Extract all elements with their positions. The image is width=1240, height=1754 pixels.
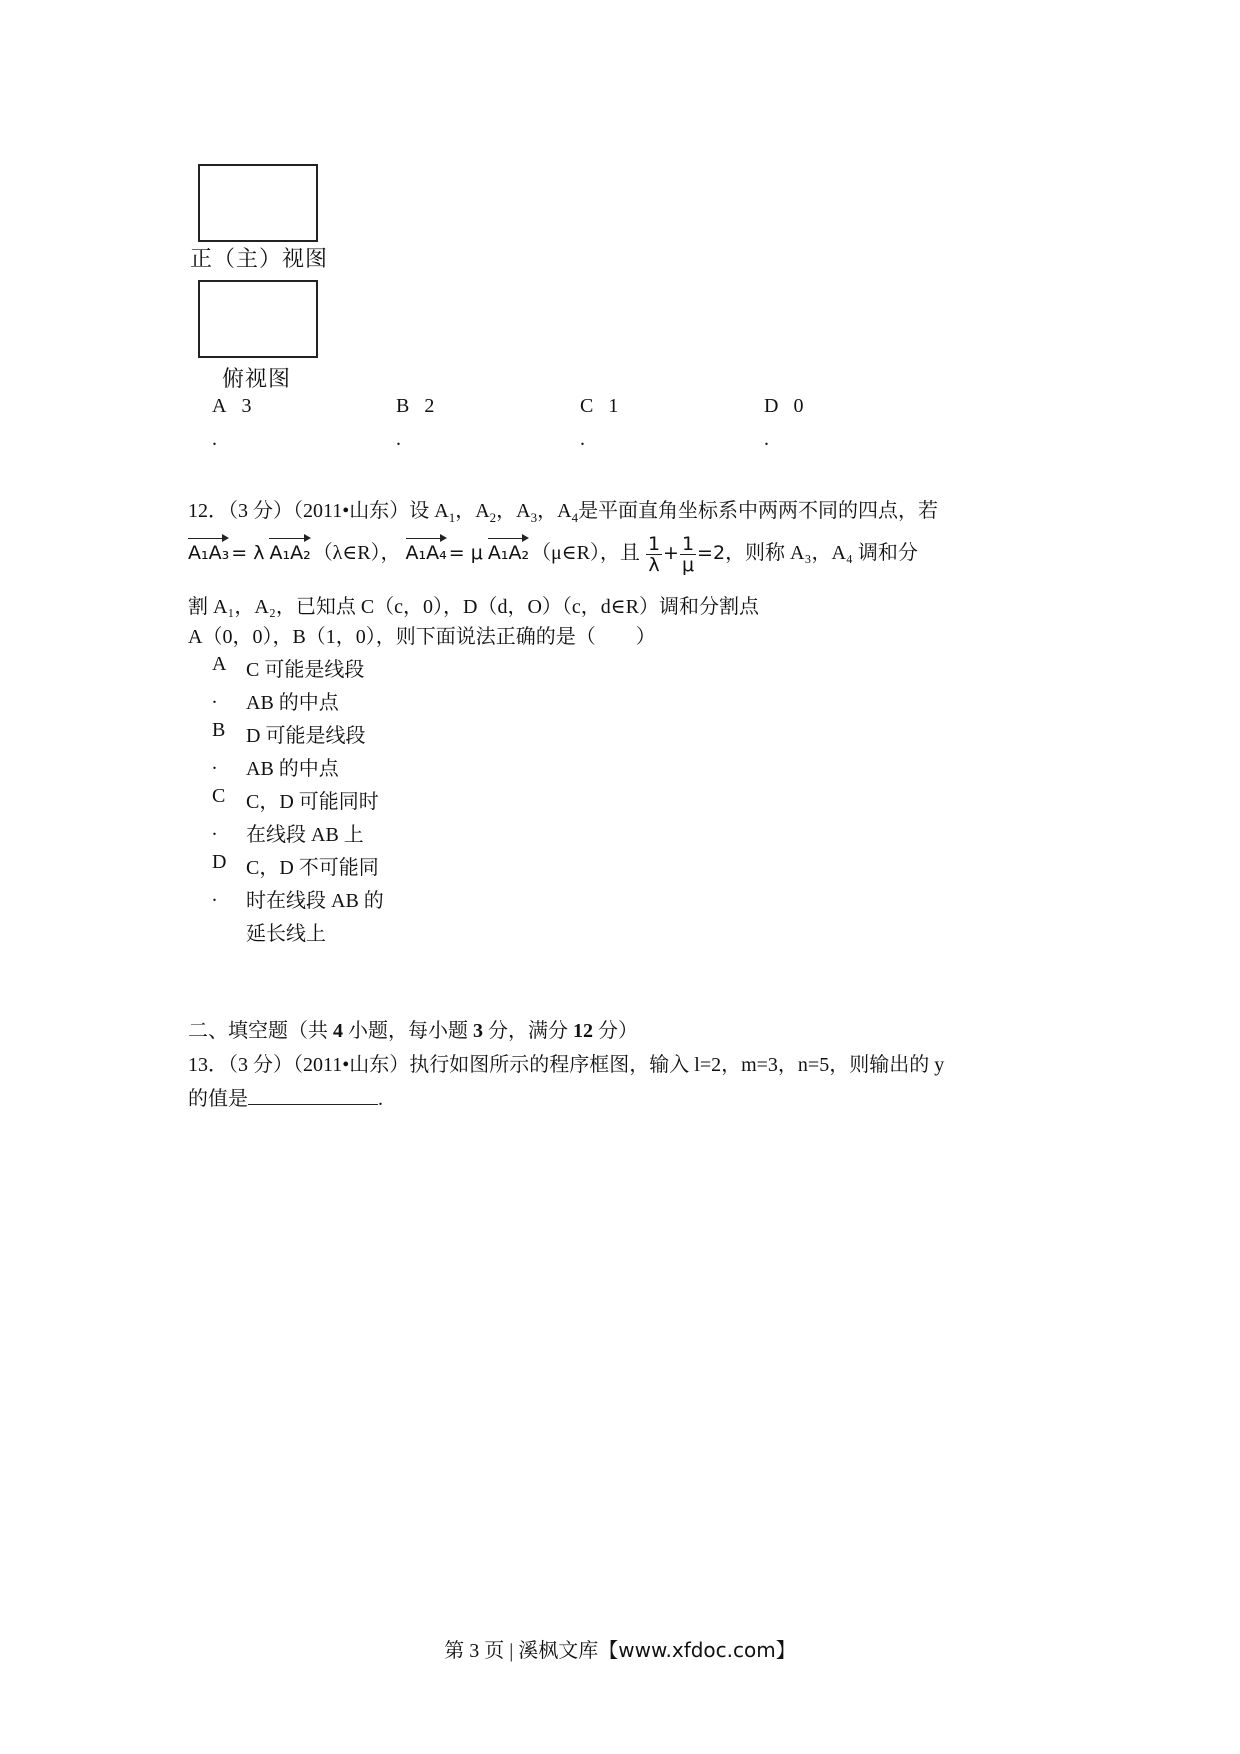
- q12-sub-1: 1: [448, 510, 456, 525]
- fraction-one-over-mu: [680, 534, 696, 575]
- q12-option-a-line-1: C 可能是线段: [246, 659, 365, 681]
- plus-sign: +: [663, 542, 679, 565]
- q11-option-value: 0: [793, 395, 804, 417]
- fraction-numerator: 1: [681, 533, 695, 555]
- q12-option-d-line-2: 时在线段 AB 的: [246, 890, 384, 912]
- q11-option-c: [580, 395, 618, 418]
- q11-option-letter: C: [580, 395, 594, 417]
- mu-condition: （μ∈R），且: [531, 542, 640, 565]
- q12-line-2-tail: ，则称 A₃，A₄ 调和分: [725, 542, 918, 565]
- page-number: 第 3 页: [444, 1640, 505, 1662]
- section-heading-a: 二、填空题（共: [188, 1020, 333, 1042]
- q12-option-a-dot: .: [212, 686, 217, 708]
- front-view-rectangle: [198, 164, 318, 242]
- q12-line-2: [188, 534, 918, 575]
- q12-option-d-letter: D: [212, 851, 227, 873]
- eq-lambda: = λ: [231, 542, 265, 565]
- lambda-condition: （λ∈R），: [312, 542, 401, 565]
- q13-line-2-end: .: [378, 1088, 383, 1110]
- q11-option-d-dot: .: [764, 428, 769, 450]
- q12-option-c-line-2: 在线段 AB 上: [246, 824, 364, 846]
- q11-option-value: 2: [424, 395, 435, 417]
- q11-option-value: 1: [608, 395, 619, 417]
- section-heading-d: 分）: [593, 1020, 638, 1042]
- answer-blank[interactable]: [248, 1086, 378, 1105]
- q12-option-b-line-1: D 可能是线段: [246, 725, 366, 747]
- library-name: 溪枫文库: [518, 1640, 599, 1662]
- q11-option-c-dot: .: [580, 428, 585, 450]
- q11-option-a: [212, 395, 251, 418]
- q12-option-d-dot: .: [212, 884, 217, 906]
- q12-option-b-line-2: AB 的中点: [246, 758, 339, 780]
- points-each: 3: [473, 1020, 483, 1042]
- q12-sub-3: 3: [530, 510, 538, 525]
- q12-option-b-letter: B: [212, 719, 226, 741]
- vector-a1a4: A₁A₄: [406, 536, 447, 564]
- vector-a1a3: A₁A₃: [188, 536, 229, 564]
- vector-a1a2-second: A₁A₂: [488, 536, 529, 564]
- question-count: 4: [333, 1020, 343, 1042]
- q12-option-c-dot: .: [212, 818, 217, 840]
- eq-mu: = μ: [448, 542, 483, 565]
- footer-separator: |: [504, 1640, 519, 1662]
- q12-sub-4: 4: [571, 510, 579, 525]
- equals-two: =2: [697, 542, 726, 565]
- fraction-denominator: μ: [681, 554, 695, 576]
- section-2-heading: [188, 1014, 638, 1043]
- q13-line-2-text: 的值是: [188, 1088, 248, 1110]
- q12-line-1: 12．（3 分）（2011•山东）设 $A_1$，$A_2$，$A_3$，$A_4$是平面直角坐标系中两两不同的四点，若: [188, 500, 939, 525]
- q11-option-a-dot: .: [212, 428, 217, 450]
- top-view-rectangle: [198, 280, 318, 358]
- q12-option-c-line-1: C，D 可能同时: [246, 791, 379, 813]
- q11-option-value: 3: [241, 395, 252, 417]
- vector-a1a2: A₁A₂: [269, 536, 310, 564]
- q12-line-4: A（0，0），B（1，0），则下面说法正确的是（ ）: [188, 626, 656, 648]
- front-view-label: 正（主）视图: [190, 247, 329, 272]
- section-heading-b: 小题，每小题: [343, 1020, 473, 1042]
- fraction-one-over-lambda: [646, 534, 662, 575]
- q11-option-letter: A: [212, 395, 227, 417]
- points-total: 12: [573, 1020, 593, 1042]
- q13-line-1: 13．（3 分）（2011•山东）执行如图所示的程序框图，输入 l=2，m=3，n=5，则输出的 y: [188, 1054, 945, 1076]
- fraction-denominator: λ: [648, 554, 660, 576]
- q12-line-3: 割 A₁，A₂，已知点 C（c，0），D（d，O）（c，d∈R）调和分割点: [188, 596, 759, 618]
- top-view-label: 俯视图: [222, 367, 292, 392]
- page-footer: [0, 1634, 1240, 1663]
- q12-option-c-letter: C: [212, 785, 226, 807]
- q12-sub-2: 2: [489, 510, 497, 525]
- q12-option-b-dot: .: [212, 752, 217, 774]
- q12-option-d-line-1: C，D 不可能同: [246, 857, 379, 879]
- section-heading-c: 分，满分: [483, 1020, 573, 1042]
- q12-option-a-letter: A: [212, 653, 227, 675]
- q11-option-b-dot: .: [396, 428, 401, 450]
- q11-option-letter: B: [396, 395, 410, 417]
- q11-option-b: [396, 395, 434, 418]
- q11-option-letter: D: [764, 395, 779, 417]
- q12-option-d-line-3: 延长线上: [246, 923, 326, 945]
- fraction-numerator: 1: [647, 533, 661, 555]
- q12-line-1-tail: 是平面直角坐标系中两两不同的四点，若: [578, 500, 939, 522]
- q12-line-1-start: 12．（3 分）（2011•山东）设 A: [188, 500, 449, 522]
- q12-option-a-line-2: AB 的中点: [246, 692, 339, 714]
- q13-line-2: [188, 1082, 383, 1111]
- site-link[interactable]: 【www.xfdoc.com】: [598, 1638, 796, 1662]
- q11-option-d: [764, 395, 803, 418]
